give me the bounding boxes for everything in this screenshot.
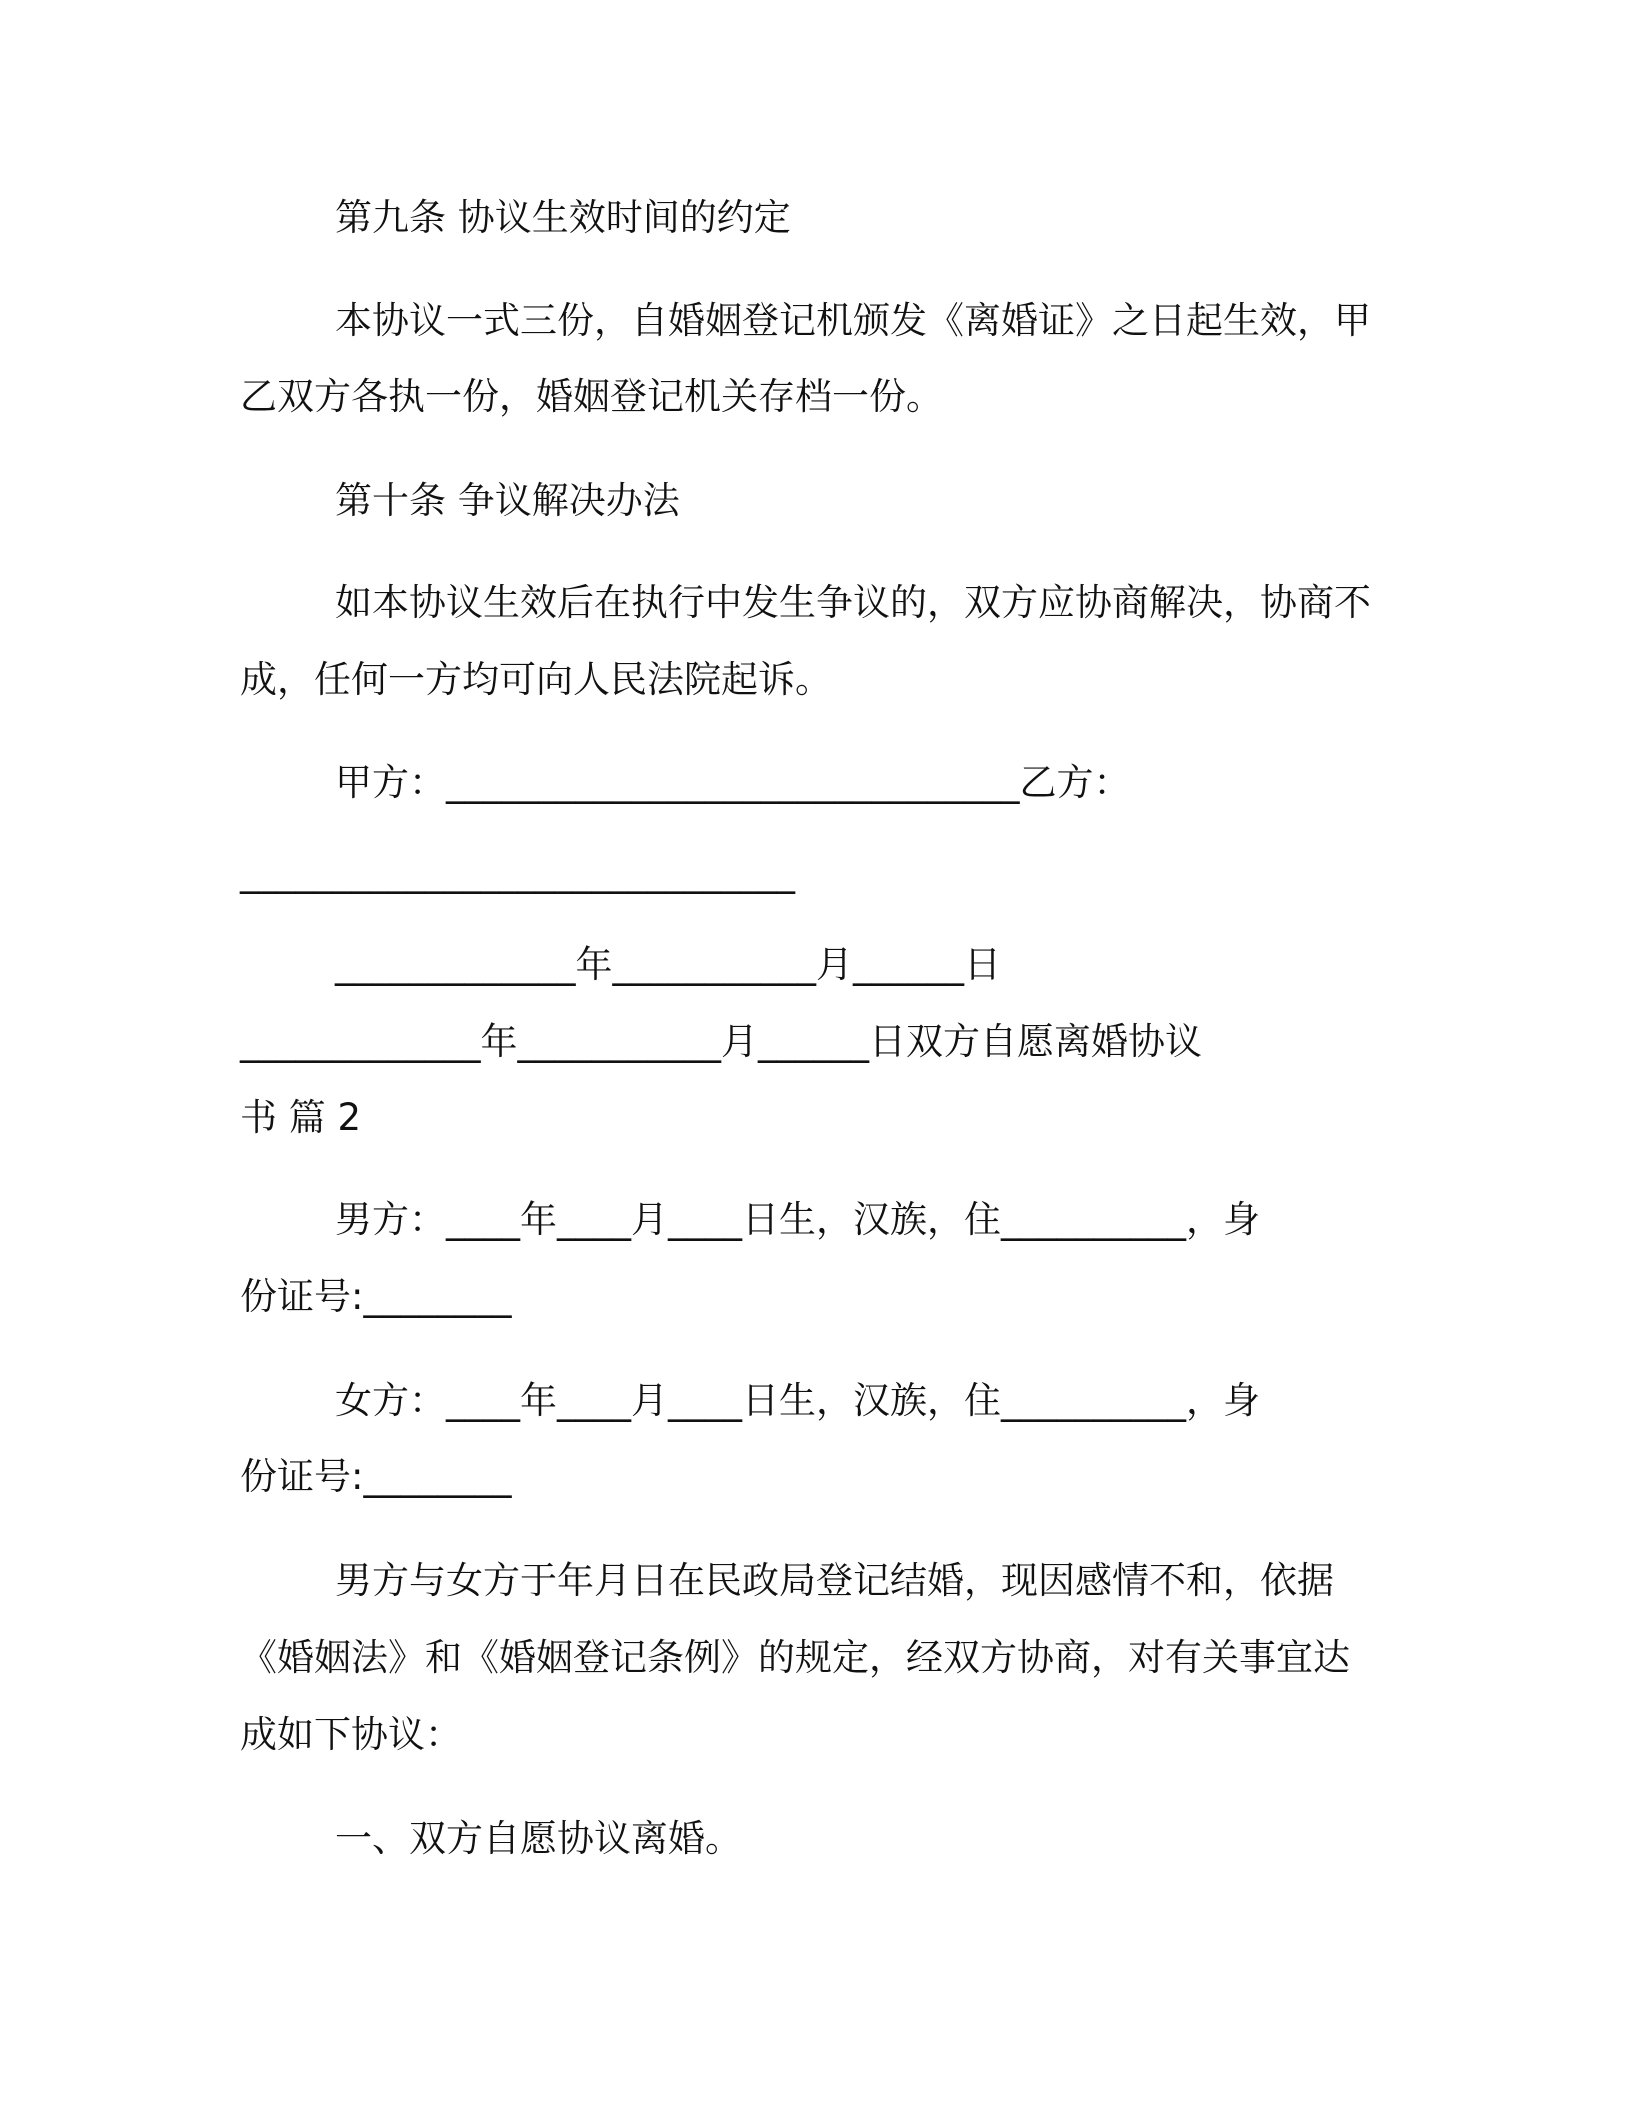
signature-line-party-a-b: 甲方：_______________________________乙方： [335, 761, 1131, 804]
article-10-heading: 第十条 争议解决办法 [335, 479, 680, 522]
date-line-2-with-title: _____________年___________月______日双方自愿离婚协议 [240, 1020, 1202, 1063]
article-10-paragraph-line-1: 如本协议生效后在执行中发生争议的，双方应协商解决，协商不 [335, 581, 1371, 624]
article-9-paragraph-line-1: 本协议一式三份，自婚姻登记机颁发《离婚证》之日起生效，甲 [335, 299, 1371, 342]
clause-1: 一、双方自愿协议离婚。 [335, 1817, 742, 1860]
preamble-line-1: 男方与女方于年月日在民政局登记结婚，现因感情不和，依据 [335, 1559, 1334, 1602]
article-9-paragraph-line-2: 乙双方各执一份，婚姻登记机关存档一份。 [240, 375, 943, 418]
signature-line-party-b-blank: ______________________________ [240, 851, 795, 894]
female-party-line-1: 女方：____年____月____日生，汉族，住__________，身 [335, 1379, 1260, 1422]
article-9-heading: 第九条 协议生效时间的约定 [335, 196, 791, 239]
section-title: 书 篇 2 [240, 1096, 362, 1139]
male-party-line-2: 份证号:________ [240, 1275, 512, 1318]
female-party-line-2: 份证号:________ [240, 1455, 512, 1498]
date-line-1: _____________年___________月______日 [335, 943, 1001, 986]
male-party-line-1: 男方：____年____月____日生，汉族，住__________，身 [335, 1198, 1260, 1241]
preamble-line-2: 《婚姻法》和《婚姻登记条例》的规定，经双方协商，对有关事宜达 [240, 1636, 1350, 1679]
preamble-line-3: 成如下协议： [240, 1713, 462, 1756]
article-10-paragraph-line-2: 成，任何一方均可向人民法院起诉。 [240, 658, 832, 701]
